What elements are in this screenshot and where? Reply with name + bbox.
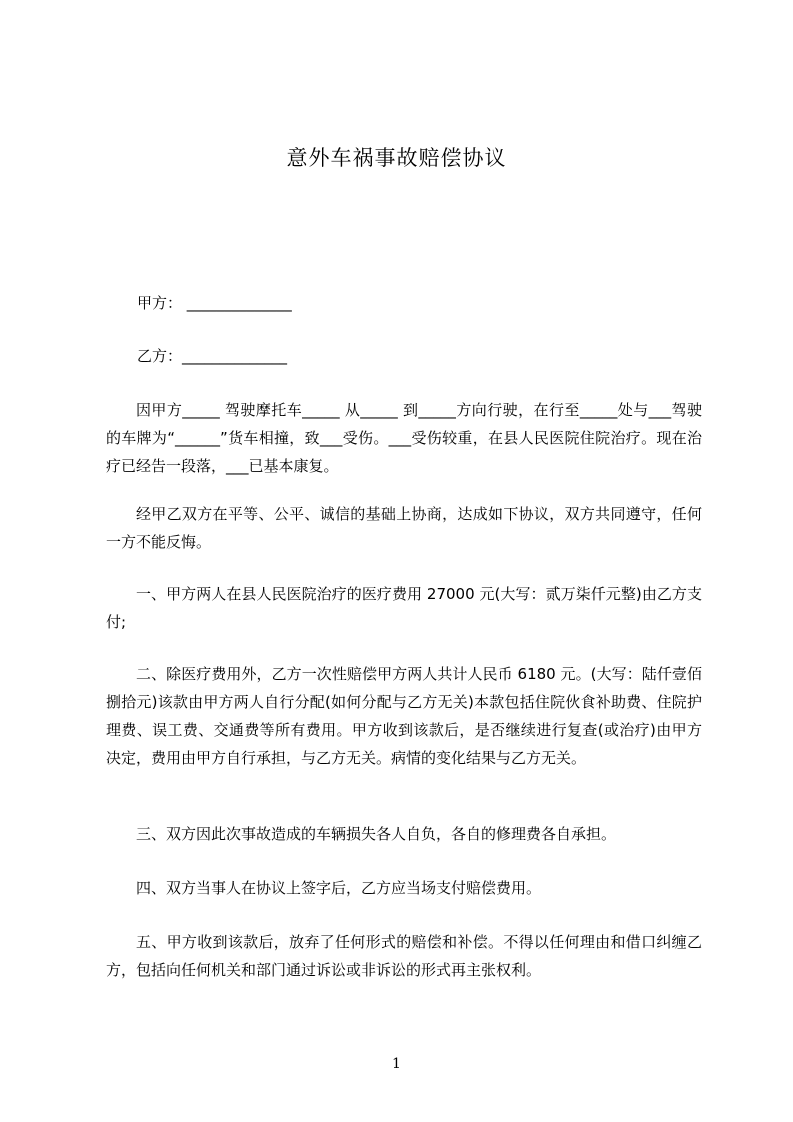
party-b-field: 乙方：______________ [137,347,288,365]
document-title: 意外车祸事故赔偿协议 [286,146,507,170]
clause-3-vehicle-damage: 三、双方因此次事故造成的车辆损失各人自负，各自的修理费各自承担。 [136,825,617,843]
paragraph-accident-description: 因甲方_____ 驾驶摩托车_____ 从_____ 到_____方向行驶，在行至_____处与___驾驶的车牌为“______”货车相撞，致___受伤。___受伤较重，在县人民医院住院治疗。现在治疗已经告一段落，___已基本康复。 [106,401,702,475]
paragraph-agreement-intro: 经甲乙双方在平等、公平、诚信的基础上协商，达成如下协议，双方共同遵守，任何一方不能反悔。 [106,505,702,551]
clause-5-waiver: 五、甲方收到该款后，放弃了任何形式的赔偿和补偿。不得以任何理由和借口纠缠乙方，包括向任何机关和部门通过诉讼或非诉讼的形式再主张权利。 [106,933,702,979]
clause-4-payment: 四、双方当事人在协议上签字后，乙方应当场支付赔偿费用。 [136,879,542,897]
clause-2-compensation: 二、除医疗费用外，乙方一次性赔偿甲方两人共计人民币 6180 元。(大写：陆仟壹佰捌拾元)该款由甲方两人自行分配(如何分配与乙方无关)本款包括住院伙食补助费、住院护理费、误工费、交通费等所有费用。甲方收到该款后，是否继续进行复查(或治疗)由甲方决定，费用由甲方自行承担，与乙方无关。病情的变化结果与乙方无关。 [106,665,702,767]
clause-1-medical-costs: 一、甲方两人在县人民医院治疗的医疗费用 27000 元(大写：贰万柒仟元整)由乙方支付; [106,585,702,631]
page-number: 1 [392,1056,401,1072]
party-a-field: 甲方： ______________ [137,294,292,312]
